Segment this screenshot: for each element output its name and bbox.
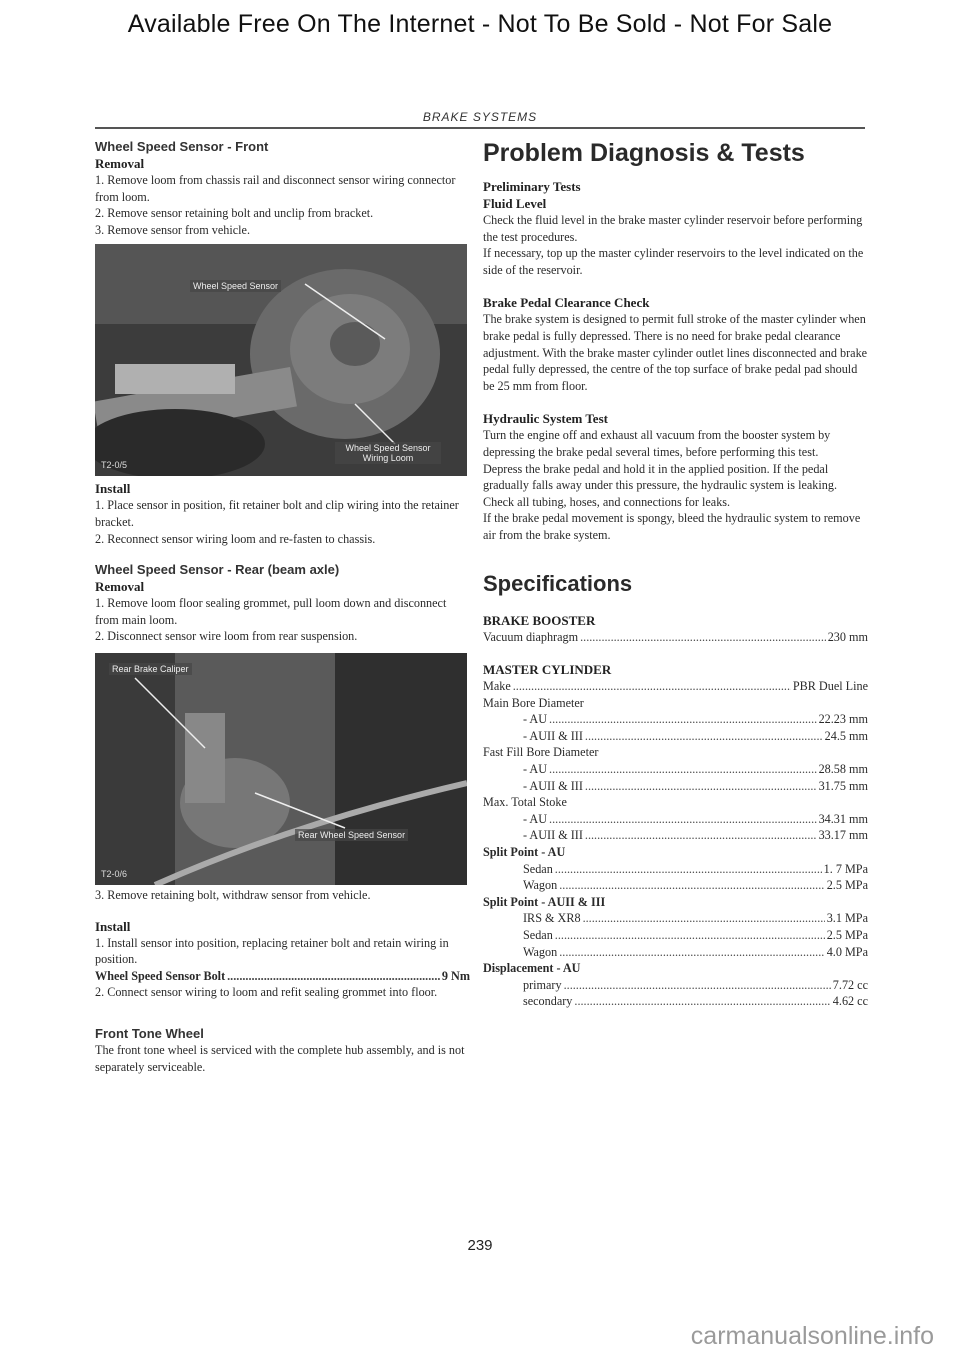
spec-value: 2.5 MPa: [826, 878, 868, 893]
photo1-caption-loom: Wheel Speed Sensor Wiring Loom: [335, 442, 441, 464]
spec-row-split-auii-irs: [483, 910, 868, 927]
hydraulic-test-text-3: If the brake pedal movement is spongy, bleed the hydraulic system to remove air from the brake system.: [483, 511, 861, 542]
spec-row-fast-fill-auii: [483, 778, 868, 795]
hydraulic-test-text-1: Turn the engine off and exhaust all vacuum from the booster system by depressing the brake pedal several times, before performing this test.: [483, 428, 831, 459]
spec-value: 24.5 mm: [824, 728, 868, 743]
spec-row-disp-primary: [483, 977, 868, 994]
photo2-figure-number: T2-0/6: [101, 868, 128, 879]
tone-wheel-text: The front tone wheel is serviced with the complete hub assembly, and is not separately serviceable.: [95, 1042, 465, 1074]
rear-removal-step-2: 2. Disconnect sensor wire loom from rear suspension.: [95, 629, 358, 644]
spec-value: 4.0 MPa: [826, 944, 868, 959]
site-watermark: carmanualsonline.info: [690, 1322, 934, 1350]
leader: [585, 827, 817, 844]
header-rule: [95, 127, 865, 129]
spec-value: 34.31 mm: [818, 811, 868, 826]
leader: [549, 711, 817, 728]
spec-value: 4.62 cc: [832, 994, 868, 1009]
rear-sensor-photo: [95, 653, 467, 885]
spec-value: 7.72 cc: [832, 977, 868, 992]
diagnosis-heading: Problem Diagnosis & Tests: [483, 139, 805, 167]
spec-row-main-bore-auii: [483, 728, 868, 745]
photo1-figure-number: T2-0/5: [101, 460, 128, 471]
leader: [585, 728, 823, 745]
leader: [559, 877, 824, 894]
stroke-label: Max. Total Stoke: [483, 795, 567, 810]
torque-value: 9 Nm: [441, 968, 470, 983]
rear-removal-step-1: 1. Remove loom floor sealing grommet, pull loom down and disconnect from main loom.: [95, 596, 447, 627]
spec-row-stroke-auii: [483, 827, 868, 844]
spec-label: Vacuum diaphragm: [483, 629, 579, 644]
distribution-banner: Available Free On The Internet - Not To Be Sold - Not For Sale: [127, 10, 833, 38]
hydraulic-test-label: Hydraulic System Test: [483, 411, 608, 427]
rear-install-step-2: 2. Connect sensor wiring to loom and refit sealing grommet into floor.: [95, 985, 438, 1000]
spec-row-split-au-wagon: [483, 877, 868, 894]
specifications-heading: Specifications: [483, 570, 633, 596]
main-bore-label: Main Bore Diameter: [483, 695, 584, 710]
hydraulic-test-text-2: Depress the brake pedal and hold it in the applied position. If the pedal gradually falls away under this pressure, the hydraulic system is leaking. Check all tubing, hoses, and connections for leaks.: [483, 461, 838, 509]
spec-row-disp-secondary: [483, 993, 868, 1010]
preliminary-tests-label: Preliminary Tests: [483, 179, 581, 194]
spec-row-make: [483, 678, 868, 695]
spec-row-fast-fill-au: [483, 761, 868, 778]
spec-value: 230 mm: [827, 629, 868, 644]
front-install-step-2: 2. Reconnect sensor wiring loom and re-fasten to chassis.: [95, 531, 376, 546]
rear-sensor-heading: Wheel Speed Sensor - Rear (beam axle): [95, 562, 340, 578]
spec-value: 33.17 mm: [818, 828, 868, 843]
spec-row-split-auii-sedan: [483, 927, 868, 944]
spec-value: 22.23 mm: [818, 712, 868, 727]
rear-install-step-1: 1. Install sensor into position, replacing retainer bolt and retain wiring in position.: [95, 935, 449, 967]
front-removal-step-1: 1. Remove loom from chassis rail and disconnect sensor wiring connector from loom.: [95, 173, 456, 204]
fast-fill-label: Fast Fill Bore Diameter: [483, 745, 599, 760]
front-removal-step-2: 2. Remove sensor retaining bolt and unclip from bracket.: [95, 206, 374, 221]
spec-row-split-au-sedan: [483, 861, 868, 878]
front-install-step-1: 1. Place sensor in position, fit retainer bolt and clip wiring into the retainer bracket.: [95, 498, 459, 529]
leader: [555, 927, 825, 944]
spec-label: - AU: [523, 762, 548, 777]
spec-label: - AUII & III: [523, 728, 583, 743]
torque-spec-row: [95, 968, 470, 985]
fluid-level-text-2: If necessary, top up the master cylinder reservoirs to the level indicated on the side of the reservoir.: [483, 246, 864, 277]
pedal-clearance-label: Brake Pedal Clearance Check: [483, 295, 650, 311]
rear-install-label: Install: [95, 918, 131, 934]
pedal-clearance-text: The brake system is designed to permit full stroke of the master cylinder when brake pedal is fully depressed. There is no need for brake pedal clearance adjustment. With the brake master cylinder outlet lines disconnected and brake pedal fully depressed, the centre of the top surface of brake pedal pad should be 25 mm from floor.: [483, 312, 868, 393]
fluid-level-text-1: Check the fluid level in the brake master cylinder reservoir before performing the test procedures.: [483, 213, 863, 244]
spec-label: primary: [523, 977, 562, 992]
leader: [583, 910, 825, 927]
leader: [580, 629, 826, 646]
front-install-label: Install: [95, 481, 131, 497]
split-au-label: Split Point - AU: [483, 845, 566, 860]
left-column: [95, 138, 470, 1075]
spec-label: Wagon: [523, 878, 558, 893]
spec-value: 3.1 MPa: [826, 911, 868, 926]
fluid-level-label: Fluid Level: [483, 196, 547, 211]
split-auii-label: Split Point - AUII & III: [483, 894, 606, 909]
spec-value: PBR Duel Line: [792, 679, 868, 694]
rear-removal-label: Removal: [95, 579, 145, 595]
spec-value: 31.75 mm: [818, 778, 868, 793]
photo2-caption-sensor: Rear Wheel Speed Sensor: [295, 829, 408, 841]
spec-value: 2.5 MPa: [826, 928, 868, 942]
spec-label: Make: [483, 679, 511, 694]
photo1-caption-sensor: Wheel Speed Sensor: [190, 280, 281, 292]
spec-label: - AU: [523, 712, 548, 727]
master-cylinder-label: MASTER CYLINDER: [483, 662, 612, 678]
spec-label: Wagon: [523, 944, 558, 959]
leader: [549, 761, 817, 778]
spec-row-split-auii-wagon: [483, 944, 868, 961]
spec-row-vacuum: [483, 629, 868, 646]
spec-label: Sedan: [523, 861, 553, 876]
spec-label: - AUII & III: [523, 778, 583, 793]
spec-label: Sedan: [523, 928, 553, 942]
brake-booster-label: BRAKE BOOSTER: [483, 612, 596, 628]
leader: [564, 977, 831, 994]
leader: [574, 993, 830, 1010]
spec-row-main-bore-au: [483, 711, 868, 728]
front-sensor-photo: [95, 244, 467, 476]
torque-leader: [227, 968, 440, 985]
spec-value: 1. 7 MPa: [823, 861, 868, 876]
leader: [513, 678, 791, 695]
running-head: BRAKE SYSTEMS: [422, 110, 538, 124]
leader: [555, 861, 822, 878]
tone-wheel-heading: Front Tone Wheel: [95, 1025, 204, 1041]
spec-value: 28.58 mm: [818, 762, 868, 777]
front-removal-step-3: 3. Remove sensor from vehicle.: [95, 222, 251, 237]
rear-removal-step-3: 3. Remove retaining bolt, withdraw sensor from vehicle.: [95, 887, 371, 902]
front-removal-label: Removal: [95, 156, 145, 171]
spec-row-stroke-au: [483, 811, 868, 828]
spec-label: IRS & XR8: [523, 911, 581, 926]
spec-label: secondary: [523, 994, 573, 1009]
spec-label: - AU: [523, 811, 548, 826]
displacement-label: Displacement - AU: [483, 961, 581, 976]
leader: [585, 778, 817, 795]
page-number: 239: [467, 1237, 493, 1254]
torque-label: Wheel Speed Sensor Bolt: [95, 968, 226, 983]
leader: [559, 944, 824, 961]
photo2-caption-caliper: Rear Brake Caliper: [109, 663, 192, 675]
front-sensor-heading: Wheel Speed Sensor - Front: [95, 139, 269, 154]
leader: [549, 811, 817, 828]
spec-label: - AUII & III: [523, 828, 583, 843]
right-column: [483, 138, 868, 1010]
